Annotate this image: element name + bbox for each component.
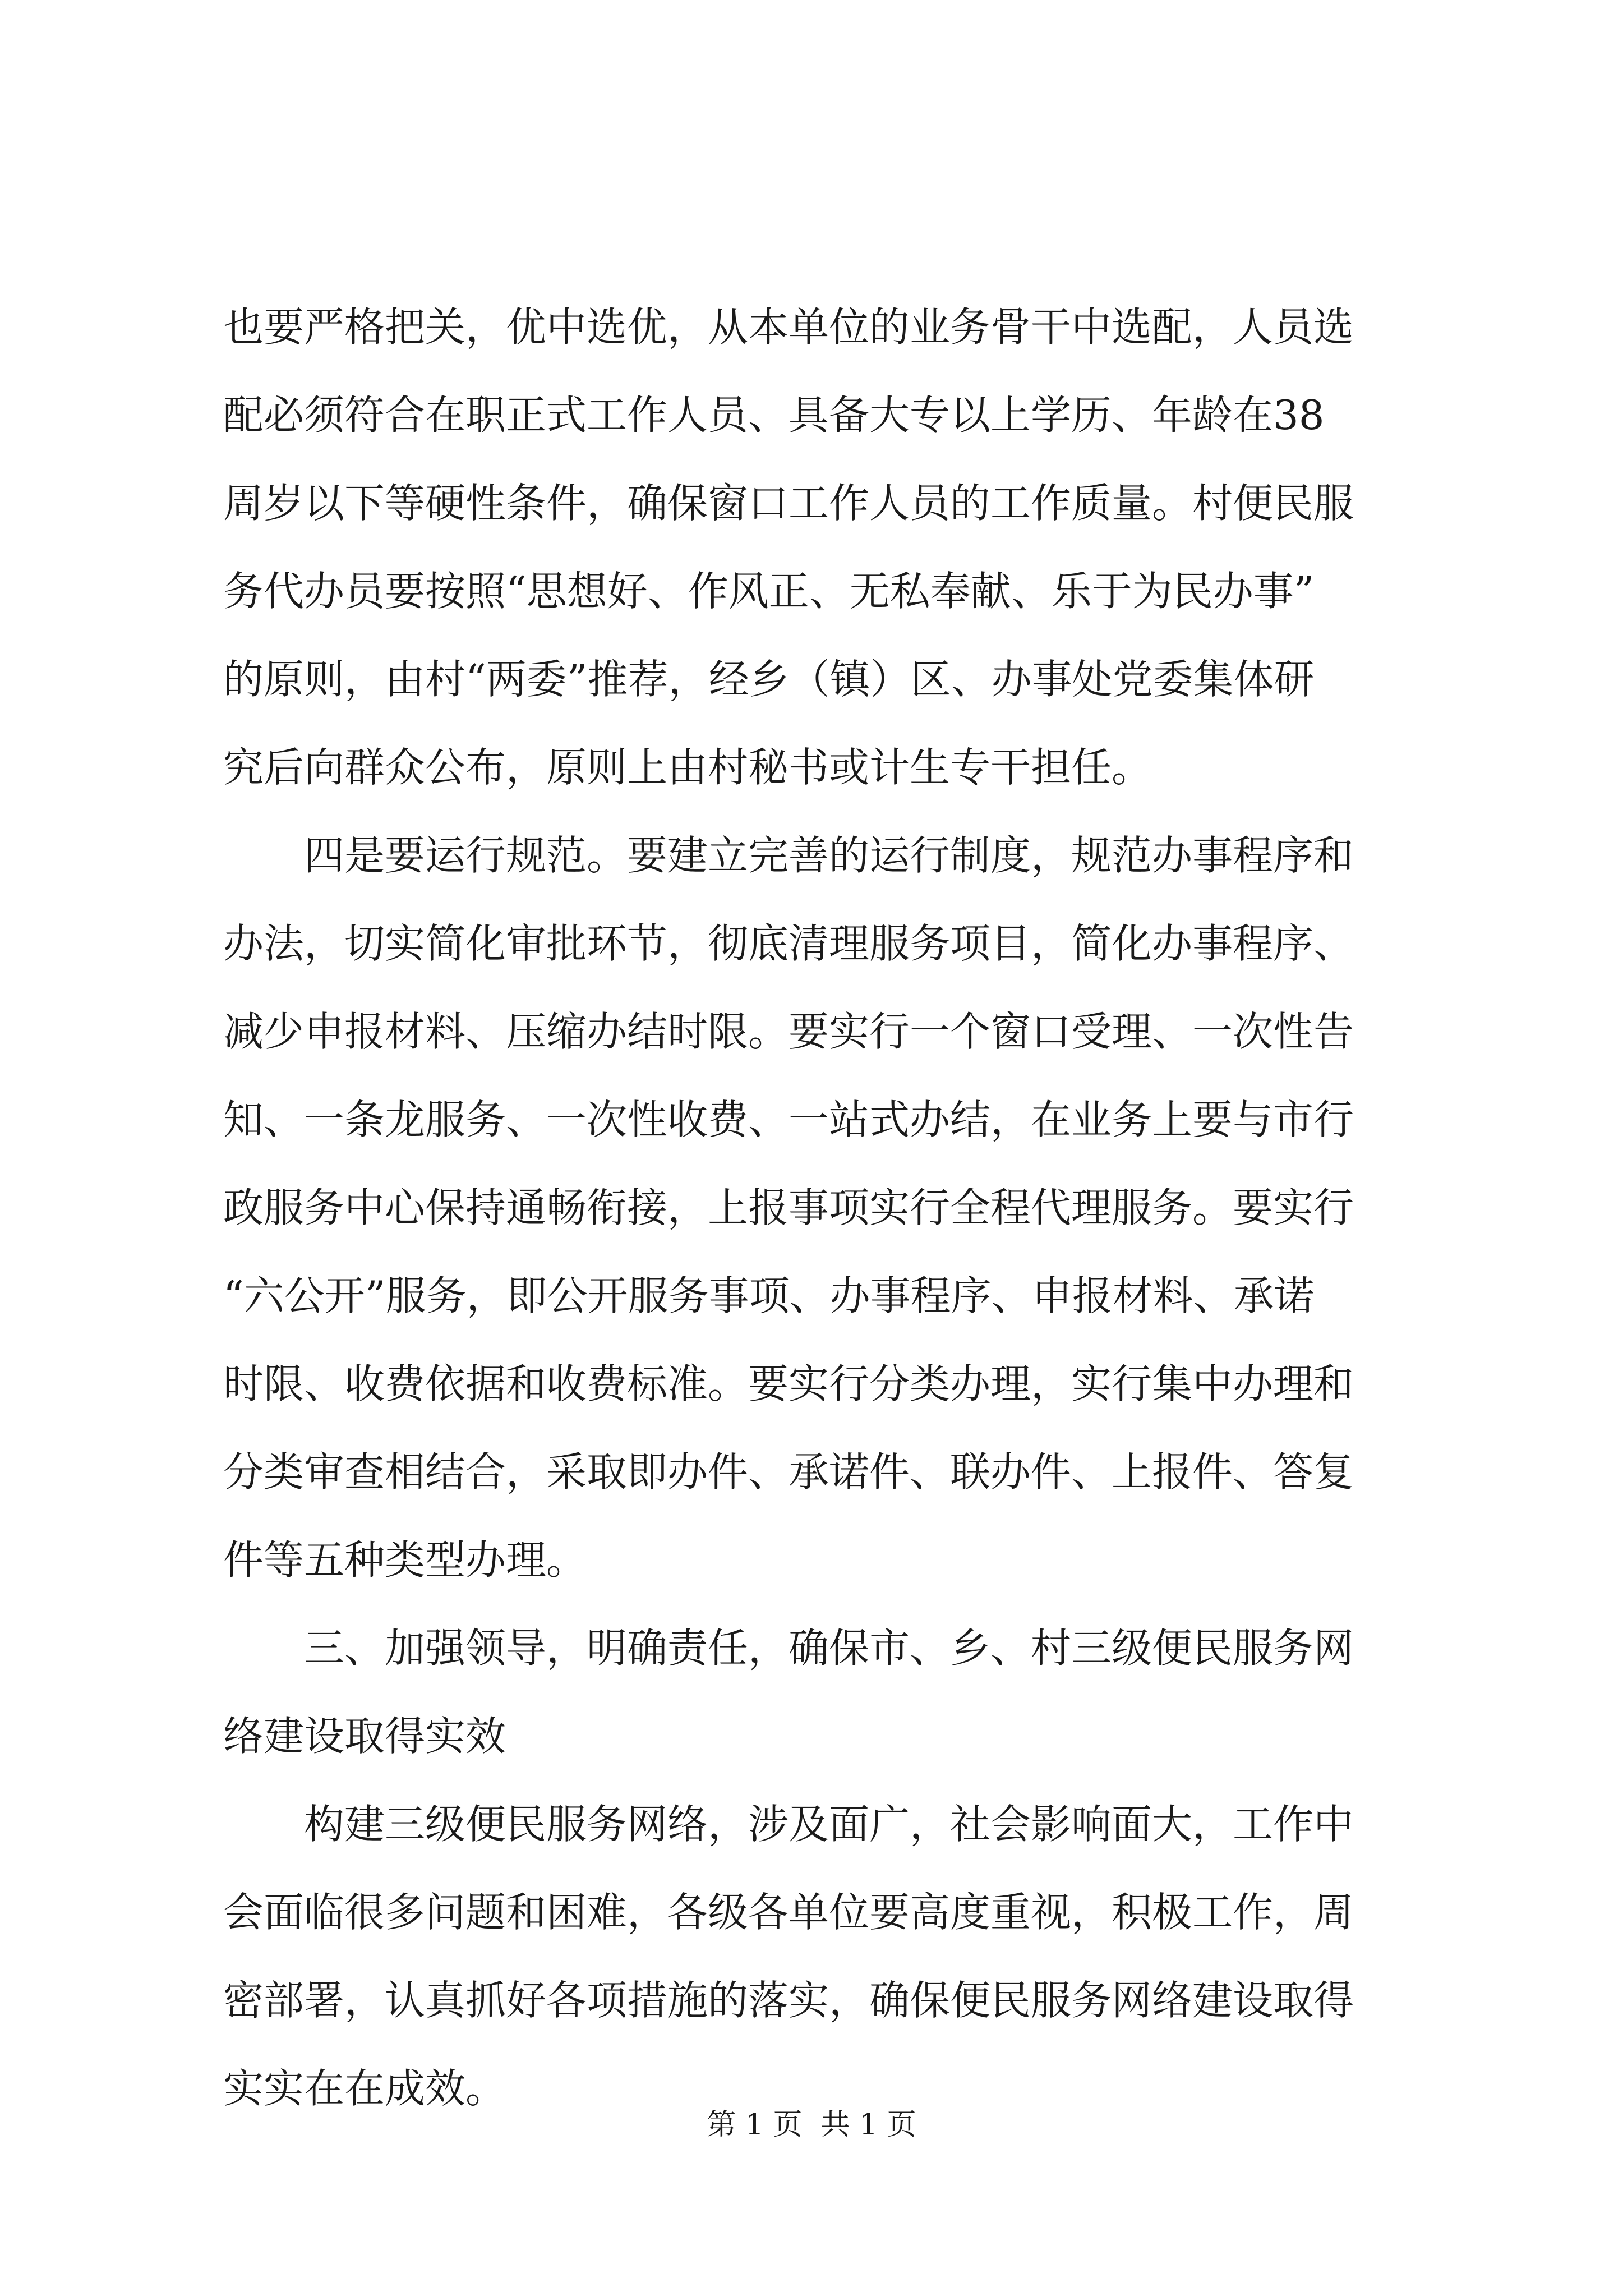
text-line: 减少申报材料、压缩办结时限。要实行一个窗口受理、一次性告 — [223, 1008, 1354, 1055]
page-number-label: 第 1 页 共 1 页 — [707, 2108, 916, 2142]
document-body — [223, 283, 1426, 2133]
section-heading-line: 三、加强领导，明确责任，确保市、乡、村三级便民服务网 — [304, 1625, 1354, 1672]
text-line: 分类审查相结合，采取即办件、承诺件、联办件、上报件、答复 — [223, 1448, 1354, 1496]
text-line: 也要严格把关，优中选优，从本单位的业务骨干中选配，人员选 — [223, 303, 1354, 351]
text-line: 政服务中心保持通畅衔接，上报事项实行全程代理服务。要实行 — [223, 1184, 1354, 1231]
text-line: 配必须符合在职正式工作人员、具备大专以上学历、年龄在38 — [223, 392, 1325, 439]
text-line: “六公开”服务，即公开服务事项、办事程序、申报材料、承诺 — [223, 1272, 1315, 1319]
paragraph-start-line: 四是要运行规范。要建立完善的运行制度，规范办事程序和 — [304, 832, 1354, 879]
text-line: 件等五种类型办理。 — [223, 1536, 587, 1584]
text-line: 知、一条龙服务、一次性收费、一站式办结，在业务上要与市行 — [223, 1096, 1354, 1143]
section-heading-line: 络建设取得实效 — [223, 1713, 506, 1760]
text-line: 办法，切实简化审批环节，彻底清理服务项目，简化办事程序、 — [223, 920, 1354, 967]
text-line: 究后向群众公布，原则上由村秘书或计生专干担任。 — [223, 744, 1152, 791]
text-line: 会面临很多问题和困难，各级各单位要高度重视，积极工作，周 — [223, 1889, 1354, 1936]
text-line: 时限、收费依据和收费标准。要实行分类办理，实行集中办理和 — [223, 1360, 1354, 1407]
paragraph-start-line: 构建三级便民服务网络，涉及面广，社会影响面大，工作中 — [304, 1801, 1354, 1848]
text-line: 务代办员要按照“思想好、作风正、无私奉献、乐于为民办事” — [223, 568, 1315, 615]
text-line: 的原则，由村“两委”推荐，经乡（镇）区、办事处党委集体研 — [223, 656, 1315, 703]
text-line: 周岁以下等硬性条件，确保窗口工作人员的工作质量。村便民服 — [223, 480, 1354, 527]
text-line: 实实在在成效。 — [223, 2065, 506, 2112]
text-line: 密部署，认真抓好各项措施的落实，确保便民服务网络建设取得 — [223, 1977, 1354, 2024]
page-footer — [0, 2101, 1623, 2143]
